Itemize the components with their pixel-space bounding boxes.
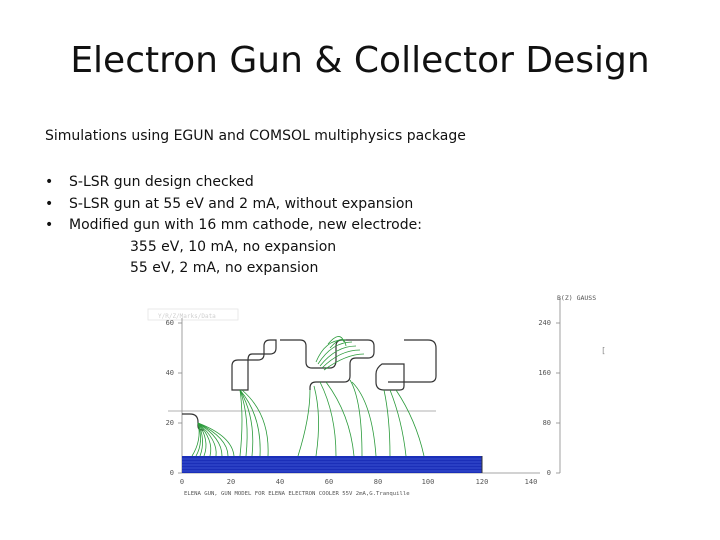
left-tick-label: 60 bbox=[165, 319, 174, 327]
bullet-text: S-LSR gun design checked bbox=[69, 174, 254, 190]
sub-bullet-item: 55 eV, 2 mA, no expansion bbox=[130, 260, 319, 276]
slide-subtitle: Simulations using EGUN and COMSOL multiphysics package bbox=[45, 128, 466, 144]
bullet-text: S-LSR gun at 55 eV and 2 mA, without expansion bbox=[69, 195, 414, 212]
cutoff-glyph: [ bbox=[601, 346, 606, 355]
x-tick-label: 0 bbox=[179, 478, 185, 486]
right-tick-label: 80 bbox=[542, 419, 551, 427]
sub-bullet-item: 355 eV, 10 mA, no expansion bbox=[130, 238, 337, 255]
x-tick-label: 20 bbox=[226, 478, 236, 486]
x-tick-label: 80 bbox=[373, 478, 383, 486]
bullet-list bbox=[45, 172, 422, 280]
bullet-text: Modified gun with 16 mm cathode, new electrode: bbox=[69, 217, 422, 233]
slide-title: Electron Gun & Collector Design bbox=[70, 40, 650, 81]
bullet-glyph: • bbox=[45, 174, 54, 190]
right-axis-title: B(Z) GAUSS bbox=[557, 294, 597, 302]
x-tick-label: 40 bbox=[275, 478, 285, 486]
x-tick-label: 120 bbox=[475, 478, 489, 486]
simulation-caption: ELENA GUN, GUN MODEL FOR ELENA ELECTRON COOLER 55V 2mA,G.Tranquille bbox=[184, 491, 410, 497]
right-axis-ticks bbox=[556, 323, 560, 473]
legend-label: Y/R/Z/Marks/Data bbox=[158, 313, 216, 320]
bullet-item bbox=[45, 215, 422, 237]
bullet-item bbox=[45, 194, 422, 216]
egun-simulation-image bbox=[140, 290, 610, 515]
bullet-glyph: • bbox=[45, 217, 54, 233]
left-tick-label: 40 bbox=[165, 369, 174, 377]
x-tick-label: 60 bbox=[324, 478, 334, 486]
bullet-item bbox=[45, 172, 422, 194]
right-tick-label: 0 bbox=[546, 469, 551, 477]
equipotential-lines bbox=[192, 336, 424, 456]
electrode-geometry bbox=[182, 340, 436, 430]
left-axis-ticks bbox=[178, 323, 182, 473]
right-tick-label: 240 bbox=[538, 319, 551, 327]
left-tick-label: 20 bbox=[165, 419, 174, 427]
x-tick-label: 100 bbox=[421, 478, 435, 486]
bullet-glyph: • bbox=[45, 195, 54, 212]
electron-beam bbox=[182, 456, 482, 473]
x-tick-label: 140 bbox=[524, 478, 538, 486]
left-tick-label: 0 bbox=[169, 469, 174, 477]
simulation-plot bbox=[140, 290, 610, 515]
right-tick-label: 160 bbox=[538, 369, 551, 377]
